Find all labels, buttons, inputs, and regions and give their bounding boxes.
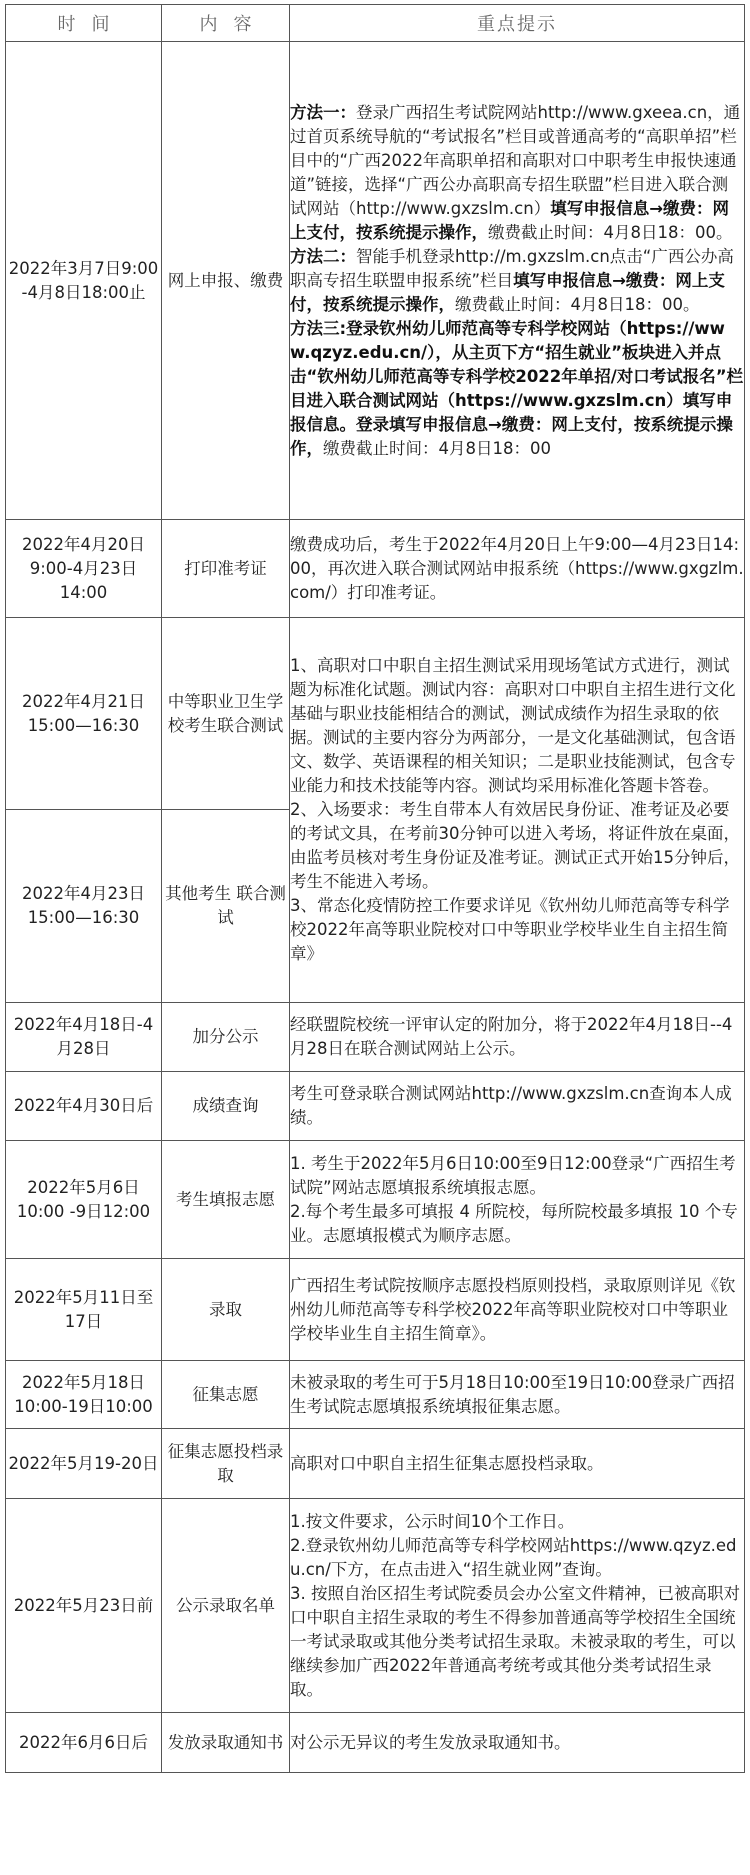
- row-note: 缴费成功后，考生于2022年4月20日上午9:00—4月23日14:00，再次进入联合测试网站申报系统（https://www.gxgzlm.com/）打印准考证。: [290, 520, 745, 618]
- table-row: [6, 520, 745, 618]
- row-item: 征集志愿投档录取: [162, 1429, 290, 1499]
- row-item: 加分公示: [162, 1003, 290, 1072]
- row-note: 高职对口中职自主招生征集志愿投档录取。: [290, 1429, 745, 1499]
- table-row: [6, 1713, 745, 1773]
- row-time: 2022年5月23日前: [6, 1499, 162, 1713]
- row-note: 未被录取的考生可于5月18日10:00至19日10:00登录广西招生考试院志愿填报系统填报征集志愿。: [290, 1361, 745, 1429]
- row-time: 2022年5月18日 10:00-19日10:00: [6, 1361, 162, 1429]
- note-line: 1. 考生于2022年5月6日10:00至9日12:00登录“广西招生考试院”网站志愿填报系统填报志愿。: [290, 1153, 736, 1197]
- header-content: 内容: [162, 5, 290, 42]
- row-time: 2022年5月6日 10:00 -9日12:00: [6, 1141, 162, 1259]
- table-row: [6, 1361, 745, 1429]
- table-row: [6, 1003, 745, 1072]
- row-note: 考生可登录联合测试网站http://www.gxzslm.cn查询本人成绩。: [290, 1072, 745, 1141]
- method-one: 方法一：登录广西招生考试院网站http://www.gxeea.cn，通过首页系统导航的“考试报名”栏目或普通高考的“高职单招”栏目中的“广西2022年高职单招和高职对口中职考生申报快速通道”链接，选择“广西公办高职高专招生联盟”栏目进入联合测试网站（http://www.gxzslm.cn）填写申报信息→缴费：网上支付，按系统提示操作，缴费截止时间：4月8日18：00。: [290, 102, 741, 242]
- row-time: 2022年6月6日后: [6, 1713, 162, 1773]
- table-header-row: [6, 5, 745, 42]
- test-note-1: 1、高职对口中职自主招生测试采用现场笔试方式进行，测试题为标准化试题。测试内容：高职对口中职自主招生进行文化基础与职业技能相结合的测试，测试成绩作为招生录取的依据。测试的主要内容分为两部分，一是文化基础测试，包含语文、数学、英语课程的相关知识；二是职业技能测试，包含专业能力和技术技能等内容。测试均采用标准化答题卡答卷。: [290, 656, 736, 795]
- row-item: 其他考生 联合测试: [162, 810, 290, 1003]
- row-time: 2022年4月21日 15:00—16:30: [6, 618, 162, 810]
- row-time: 2022年5月19-20日: [6, 1429, 162, 1499]
- note-line: 2.登录钦州幼儿师范高等专科学校网站https://www.qzyz.edu.cn/下方，在点击进入“招生就业网”查询。: [290, 1535, 737, 1579]
- table-row: [6, 1072, 745, 1141]
- table-row: [6, 1499, 745, 1713]
- note-line: 1.按文件要求，公示时间10个工作日。: [290, 1511, 575, 1531]
- table-row: [6, 618, 745, 810]
- test-note-3: 3、常态化疫情防控工作要求详见《钦州幼儿师范高等专科学校2022年高等职业院校对口中等职业学校毕业生自主招生简章》: [290, 896, 730, 963]
- note-line: 2.每个考生最多可填报 4 所院校，每所院校最多填报 10 个专业。志愿填报模式为顺序志愿。: [290, 1201, 738, 1245]
- row-item: 公示录取名单: [162, 1499, 290, 1713]
- table-row: [6, 1259, 745, 1361]
- table-row: [6, 1141, 745, 1259]
- row-item: 成绩查询: [162, 1072, 290, 1141]
- row-item: 考生填报志愿: [162, 1141, 290, 1259]
- row-time: 2022年4月30日后: [6, 1072, 162, 1141]
- test-note-2: 2、入场要求：考生自带本人有效居民身份证、准考证及必要的考试文具，在考前30分钟可以进入考场，将证件放在桌面，由监考员核对考生身份证及准考证。测试正式开始15分钟后，考生不能进入考场。: [290, 800, 740, 891]
- row-item: 录取: [162, 1259, 290, 1361]
- row-note: 经联盟院校统一评审认定的附加分，将于2022年4月18日--4月28日在联合测试网站上公示。: [290, 1003, 745, 1072]
- row-note: 对公示无异议的考生发放录取通知书。: [290, 1713, 745, 1773]
- row-time: 2022年4月20日 9:00-4月23日 14:00: [6, 520, 162, 618]
- row-note: [290, 1499, 745, 1713]
- table-row: [6, 1429, 745, 1499]
- table-row: [6, 42, 745, 520]
- row-item: 网上申报、缴费: [162, 42, 290, 520]
- row-time: 2022年3月7日9:00 -4月8日18:00止: [6, 42, 162, 520]
- header-time: 时间: [6, 5, 162, 42]
- row-item: 征集志愿: [162, 1361, 290, 1429]
- row-item: 打印准考证: [162, 520, 290, 618]
- row-note: 广西招生考试院按顺序志愿投档原则投档，录取原则详见《钦州幼儿师范高等专科学校2022年高等职业院校对口中等职业学校毕业生自主招生简章》。: [290, 1259, 745, 1361]
- method-two: 方法二：智能手机登录http://m.gxzslm.cn点击“广西公办高职高专招生联盟申报系统”栏目填写申报信息→缴费：网上支付，按系统提示操作，缴费截止时间：4月8日18：00。: [290, 246, 734, 314]
- admission-schedule-table: [5, 4, 745, 1773]
- header-key-notes: 重点提示: [290, 5, 745, 42]
- row-note: [290, 42, 745, 520]
- row-time: 2022年5月11日至17日: [6, 1259, 162, 1361]
- row-item: 中等职业卫生学校考生联合测试: [162, 618, 290, 810]
- method-three: 方法三:登录钦州幼儿师范高等专科学校网站（https://www.qzyz.edu.cn/），从主页下方“招生就业”板块进入并点击“钦州幼儿师范高等专科学校2022年单招/对口考试报名”栏目进入联合测试网站（https://www.gxzslm.cn）填写申报信息。登录填写申报信息→缴费：网上支付，按系统提示操作，缴费截止时间：4月8日18：00: [290, 318, 744, 458]
- joint-test-notes: [290, 618, 745, 1003]
- row-time: 2022年4月18日-4月28日: [6, 1003, 162, 1072]
- note-line: 3. 按照自治区招生考试院委员会办公室文件精神，已被高职对口中职自主招生录取的考生不得参加普通高等学校招生全国统一考试录取或其他分类考试招生录取。未被录取的考生，可以继续参加广西2022年普通高考统考或其他分类考试招生录取。: [290, 1583, 740, 1699]
- row-note: [290, 1141, 745, 1259]
- row-time: 2022年4月23日 15:00—16:30: [6, 810, 162, 1003]
- row-item: 发放录取通知书: [162, 1713, 290, 1773]
